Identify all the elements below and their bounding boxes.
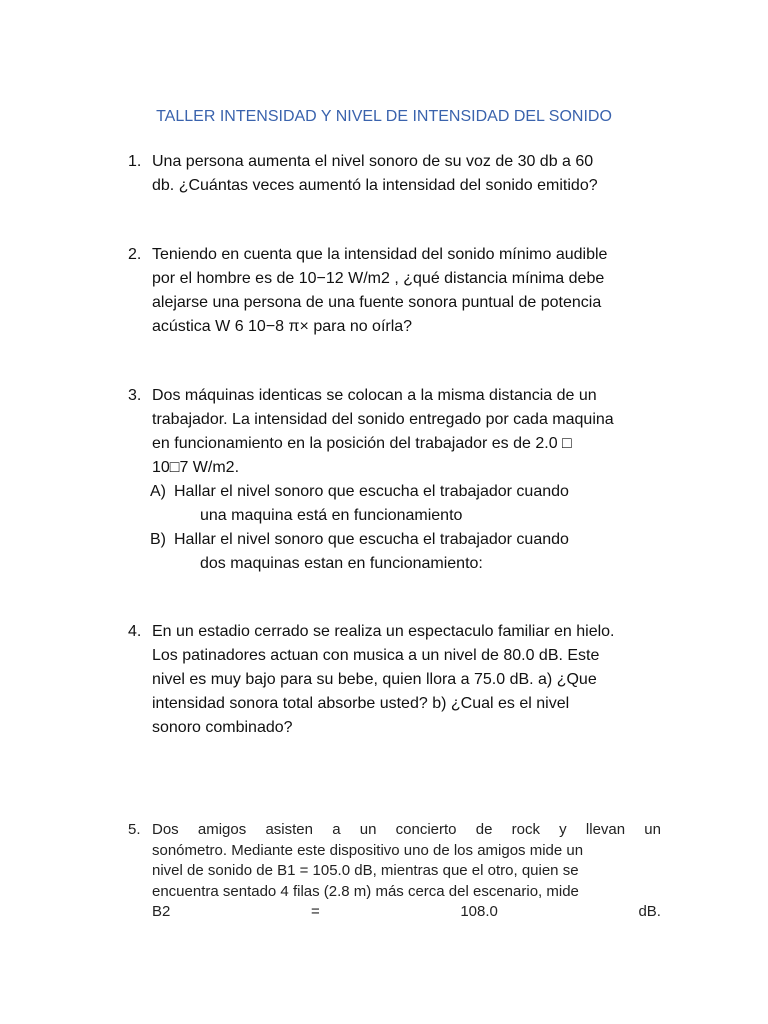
subitem-label: B)	[150, 531, 166, 548]
last-line-part: 108.0	[460, 903, 498, 920]
question-number: 3.	[128, 387, 142, 404]
question-line: en funcionamiento en la posición del trabajador es de 2.0 □	[152, 435, 572, 452]
question-1	[128, 150, 648, 198]
subitem-line: dos maquinas estan en funcionamiento:	[200, 555, 483, 572]
question-line: intensidad sonora total absorbe usted? b) ¿Cual es el nivel	[152, 695, 570, 712]
question-line: por el hombre es de 10−12 W/m2 , ¿qué distancia mínima debe	[152, 270, 605, 287]
question-line: Dos amigos asisten a un concierto de rock y llevan un	[152, 821, 661, 838]
question-2	[128, 243, 648, 339]
question-3	[128, 384, 648, 576]
document-title: TALLER INTENSIDAD Y NIVEL DE INTENSIDAD DEL SONIDO	[156, 108, 612, 125]
question-line: db. ¿Cuántas veces aumentó la intensidad del sonido emitido?	[152, 177, 598, 194]
subitem-label: A)	[150, 483, 166, 500]
last-line-part: =	[310, 903, 320, 920]
question-line: sonoro combinado?	[152, 719, 293, 736]
question-last-line	[128, 902, 661, 923]
question-line: Una persona aumenta el nivel sonoro de su voz de 30 db a 60	[152, 153, 594, 170]
question-line: Teniendo en cuenta que la intensidad del sonido mínimo audible	[152, 246, 608, 263]
subitem-line: una maquina está en funcionamiento	[200, 507, 463, 524]
question-4	[128, 620, 648, 740]
last-line-part: B2	[152, 903, 171, 920]
question-line: 10□7 W/m2.	[152, 459, 240, 476]
question-line: nivel es muy bajo para su bebe, quien llora a 75.0 dB. a) ¿Que	[152, 671, 597, 688]
question-line: En un estadio cerrado se realiza un espectaculo familiar en hielo.	[152, 623, 615, 640]
question-line: encuentra sentado 4 filas (2.8 m) más cerca del escenario, mide	[152, 882, 579, 900]
subitem-line: Hallar el nivel sonoro que escucha el trabajador cuando	[174, 531, 569, 548]
question-line: Dos máquinas identicas se colocan a la misma distancia de un	[152, 387, 597, 404]
question-line: sonómetro. Mediante este dispositivo uno de los amigos mide un	[152, 841, 584, 859]
subitem-line: Hallar el nivel sonoro que escucha el trabajador cuando	[174, 483, 569, 500]
question-number: 5.	[128, 821, 141, 838]
subitem-a	[128, 480, 648, 528]
question-line: Los patinadores actuan con musica a un nivel de 80.0 dB. Este	[152, 647, 600, 664]
question-line: acústica W 6 10−8 π× para no oírla?	[152, 318, 413, 335]
question-number: 2.	[128, 246, 142, 263]
question-5	[128, 820, 661, 923]
question-number: 4.	[128, 623, 142, 640]
question-line: alejarse una persona de una fuente sonora puntual de potencia	[152, 294, 602, 311]
last-line-part: dB.	[638, 903, 661, 920]
question-line: nivel de sonido de B1 = 105.0 dB, mientras que el otro, quien se	[152, 862, 579, 879]
subitem-b	[128, 528, 648, 576]
question-line: trabajador. La intensidad del sonido entregado por cada maquina	[152, 411, 614, 428]
question-number: 1.	[128, 153, 142, 170]
